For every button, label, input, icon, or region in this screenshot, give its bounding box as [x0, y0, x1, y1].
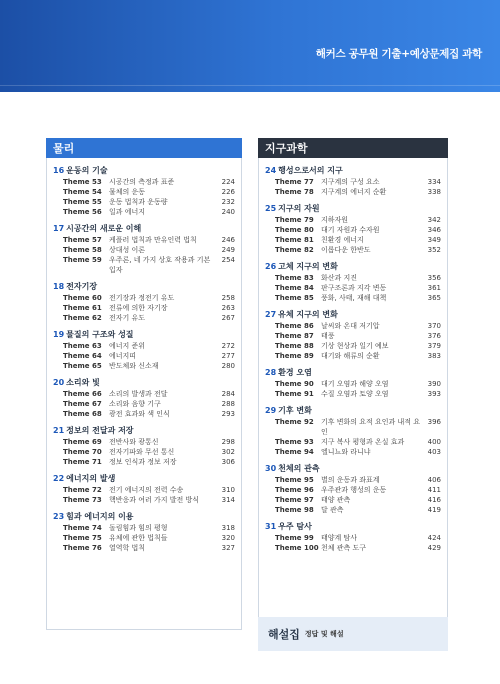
theme-title: 물체의 운동	[109, 188, 146, 196]
theme-row	[53, 543, 235, 553]
theme-title: 풍화, 사태, 재해 대책	[321, 294, 387, 302]
theme-row	[53, 177, 235, 187]
theme-code: Theme 96	[275, 486, 314, 494]
chapter-name: 유체 지구의 변화	[278, 310, 338, 319]
theme-row	[53, 437, 235, 447]
chapter-name: 에너지의 발생	[66, 474, 116, 483]
chapter	[53, 329, 235, 371]
theme-page: 365	[427, 294, 441, 302]
chapter	[265, 165, 441, 197]
theme-page: 258	[221, 294, 235, 302]
chapter-name: 정보의 전달과 저장	[66, 426, 134, 435]
theme-code: Theme 89	[275, 352, 314, 360]
theme-row	[265, 389, 441, 399]
theme-page: 390	[427, 380, 441, 388]
theme-page: 376	[427, 332, 441, 340]
theme-row	[265, 437, 441, 447]
theme-row	[265, 485, 441, 495]
theme-page: 246	[221, 236, 235, 244]
chapter-name: 물질의 구조와 성질	[66, 330, 134, 339]
theme-page: 403	[427, 448, 441, 456]
chapter-title	[265, 261, 441, 273]
theme-code: Theme 69	[63, 438, 102, 446]
theme-title: 핵반응과 여러 가지 발전 방식	[109, 496, 200, 504]
theme-code: Theme 62	[63, 314, 102, 322]
theme-page: 338	[427, 188, 441, 196]
theme-page: 263	[221, 304, 235, 312]
theme-page: 327	[221, 544, 235, 552]
theme-title: 정보 인식과 정보 저장	[109, 458, 177, 466]
theme-row	[265, 187, 441, 197]
chapter-number: 16	[53, 166, 65, 175]
chapter-number: 24	[265, 166, 277, 175]
chapter-title	[265, 463, 441, 475]
theme-code: Theme 57	[63, 236, 102, 244]
theme-code: Theme 95	[275, 476, 314, 484]
chapter-name: 행성으로서의 지구	[278, 166, 343, 175]
theme-code: Theme 56	[63, 208, 102, 216]
theme-page: 346	[427, 226, 441, 234]
chapter-number: 28	[265, 368, 277, 377]
chapter	[53, 281, 235, 323]
theme-page: 280	[221, 362, 235, 370]
chapter-number: 20	[53, 378, 65, 387]
theme-title: 유체에 관한 법칙들	[109, 534, 168, 542]
chapter-name: 시공간의 새로운 이해	[66, 224, 142, 233]
theme-code: Theme 71	[63, 458, 102, 466]
theme-row	[53, 457, 235, 467]
theme-title: 별의 운동과 좌표계	[321, 476, 380, 484]
chapter-name: 소리와 빛	[66, 378, 100, 387]
theme-title: 소리의 발생과 전달	[109, 390, 168, 398]
chapter-name: 환경 오염	[278, 368, 312, 377]
theme-row	[265, 379, 441, 389]
theme-page: 314	[221, 496, 235, 504]
chapter-number: 27	[265, 310, 277, 319]
theme-page: 293	[221, 410, 235, 418]
chapter-name: 천체의 관측	[278, 464, 320, 473]
theme-row	[53, 197, 235, 207]
theme-code: Theme 92	[275, 418, 314, 426]
theme-code: Theme 90	[275, 380, 314, 388]
theme-title: 화산과 지진	[321, 274, 358, 282]
top-banner	[0, 0, 500, 92]
answer-section-card	[258, 617, 448, 651]
theme-title: 상대성 이론	[109, 246, 146, 254]
chapter-title	[53, 425, 235, 437]
chapter-title	[53, 281, 235, 293]
theme-row	[265, 475, 441, 485]
theme-row	[265, 293, 441, 303]
theme-code: Theme 73	[63, 496, 102, 504]
theme-code: Theme 94	[275, 448, 314, 456]
theme-row	[53, 399, 235, 409]
physics-header: 물리	[46, 138, 242, 158]
theme-code: Theme 99	[275, 534, 314, 542]
theme-title: 열역학 법칙	[109, 544, 146, 552]
theme-row	[53, 235, 235, 245]
theme-code: Theme 54	[63, 188, 102, 196]
theme-title: 전기 에너지의 전력 수송	[109, 486, 184, 494]
theme-page: 334	[427, 178, 441, 186]
chapter-number: 19	[53, 330, 65, 339]
theme-title: 대기와 해류의 순환	[321, 352, 380, 360]
theme-code: Theme 93	[275, 438, 314, 446]
theme-title: 전자기 유도	[109, 314, 146, 322]
theme-page: 267	[221, 314, 235, 322]
theme-code: Theme 91	[275, 390, 314, 398]
theme-row	[53, 207, 235, 217]
theme-title: 대기 자원과 수자원	[321, 226, 380, 234]
chapter-name: 지구의 자원	[278, 204, 320, 213]
theme-code: Theme 63	[63, 342, 102, 350]
theme-row	[53, 351, 235, 361]
chapter	[53, 377, 235, 419]
chapter-title	[265, 521, 441, 533]
theme-row	[53, 313, 235, 323]
theme-title: 전반사와 광통신	[109, 438, 159, 446]
theme-page: 393	[427, 390, 441, 398]
theme-row	[53, 341, 235, 351]
theme-code: Theme 53	[63, 178, 102, 186]
earth-science-toc	[258, 158, 448, 630]
theme-title: 소리와 음향 기구	[109, 400, 161, 408]
theme-row	[265, 273, 441, 283]
theme-code: Theme 67	[63, 400, 102, 408]
theme-page: 318	[221, 524, 235, 532]
theme-title: 우주론, 네 가지 상호 작용과 기본 입자	[109, 256, 211, 274]
chapter	[265, 463, 441, 515]
chapter	[53, 473, 235, 505]
theme-row	[265, 447, 441, 457]
theme-row	[265, 283, 441, 293]
theme-page: 288	[221, 400, 235, 408]
theme-title: 광전 효과와 색 인식	[109, 410, 170, 418]
chapter-number: 21	[53, 426, 65, 435]
theme-title: 친환경 에너지	[321, 236, 364, 244]
theme-page: 349	[427, 236, 441, 244]
theme-row	[53, 255, 235, 275]
theme-page: 232	[221, 198, 235, 206]
chapter-title	[53, 165, 235, 177]
physics-column	[46, 138, 242, 630]
theme-row	[265, 177, 441, 187]
theme-code: Theme 72	[63, 486, 102, 494]
theme-page: 277	[221, 352, 235, 360]
chapter-name: 고체 지구의 변화	[278, 262, 338, 271]
theme-code: Theme 85	[275, 294, 314, 302]
theme-title: 돌림힘과 힘의 평형	[109, 524, 168, 532]
theme-row	[265, 495, 441, 505]
theme-title: 케플러 법칙과 만유인력 법칙	[109, 236, 197, 244]
theme-page: 400	[427, 438, 441, 446]
theme-row	[265, 331, 441, 341]
theme-row	[265, 245, 441, 255]
theme-title: 운동 법칙과 운동량	[109, 198, 168, 206]
theme-row	[53, 293, 235, 303]
theme-title: 시공간의 측정과 표준	[109, 178, 175, 186]
theme-page: 240	[221, 208, 235, 216]
chapter-name: 운동의 기술	[66, 166, 108, 175]
chapter-title	[265, 309, 441, 321]
chapter-title	[53, 223, 235, 235]
theme-page: 284	[221, 390, 235, 398]
theme-row	[53, 523, 235, 533]
theme-page: 406	[427, 476, 441, 484]
theme-row	[265, 351, 441, 361]
theme-page: 396	[427, 418, 441, 426]
theme-page: 416	[427, 496, 441, 504]
theme-page: 342	[427, 216, 441, 224]
theme-row	[265, 215, 441, 225]
theme-title: 지구계의 에너지 순환	[321, 188, 387, 196]
chapter	[265, 367, 441, 399]
theme-code: Theme 64	[63, 352, 102, 360]
chapter	[53, 223, 235, 275]
theme-title: 천체 관측 도구	[321, 544, 367, 552]
chapter	[265, 405, 441, 457]
chapter-title	[53, 377, 235, 389]
chapter-number: 23	[53, 512, 65, 521]
theme-code: Theme 81	[275, 236, 314, 244]
chapter-number: 31	[265, 522, 277, 531]
theme-code: Theme 76	[63, 544, 102, 552]
theme-row	[53, 485, 235, 495]
chapter-title	[53, 511, 235, 523]
theme-title: 기후 변화의 요적 요인과 내적 요인	[321, 418, 421, 436]
theme-title: 태풍	[321, 332, 335, 340]
theme-code: Theme 100	[275, 544, 319, 552]
theme-title: 지구계의 구성 요소	[321, 178, 380, 186]
theme-page: 226	[221, 188, 235, 196]
theme-row	[53, 495, 235, 505]
theme-page: 272	[221, 342, 235, 350]
theme-page: 310	[221, 486, 235, 494]
theme-title: 지하자원	[321, 216, 349, 224]
theme-row	[53, 187, 235, 197]
theme-row	[265, 225, 441, 235]
theme-code: Theme 58	[63, 246, 102, 254]
theme-title: 판구조론과 지각 변동	[321, 284, 387, 292]
chapter-name: 힘과 에너지의 이용	[66, 512, 134, 521]
chapter-number: 22	[53, 474, 65, 483]
physics-toc	[46, 158, 242, 630]
theme-title: 기상 현상과 일기 예보	[321, 342, 389, 350]
theme-title: 전자기파와 무선 통신	[109, 448, 175, 456]
chapter-title	[265, 165, 441, 177]
theme-row	[53, 303, 235, 313]
theme-title: 에너지띠	[109, 352, 137, 360]
theme-code: Theme 61	[63, 304, 102, 312]
theme-code: Theme 77	[275, 178, 314, 186]
theme-code: Theme 84	[275, 284, 314, 292]
theme-row	[53, 361, 235, 371]
theme-code: Theme 98	[275, 506, 314, 514]
theme-code: Theme 97	[275, 496, 314, 504]
theme-page: 254	[221, 256, 235, 264]
chapter-title	[265, 405, 441, 417]
theme-code: Theme 70	[63, 448, 102, 456]
chapter	[265, 309, 441, 361]
theme-row	[265, 543, 441, 553]
theme-row	[53, 533, 235, 543]
theme-page: 224	[221, 178, 235, 186]
theme-title: 달 관측	[321, 506, 344, 514]
theme-page: 424	[427, 534, 441, 542]
banner-divider	[0, 85, 500, 86]
theme-title: 날씨와 온대 저기압	[321, 322, 380, 330]
theme-code: Theme 68	[63, 410, 102, 418]
theme-code: Theme 80	[275, 226, 314, 234]
theme-page: 352	[427, 246, 441, 254]
theme-title: 수질 오염과 토양 오염	[321, 390, 389, 398]
theme-code: Theme 78	[275, 188, 314, 196]
theme-page: 356	[427, 274, 441, 282]
earth-science-header: 지구과학	[258, 138, 448, 158]
theme-row	[53, 245, 235, 255]
theme-code: Theme 82	[275, 246, 314, 254]
chapter-number: 26	[265, 262, 277, 271]
theme-title: 반도체와 신소재	[109, 362, 159, 370]
theme-title: 일과 에너지	[109, 208, 146, 216]
theme-code: Theme 79	[275, 216, 314, 224]
theme-title: 태양 관측	[321, 496, 351, 504]
theme-row	[265, 533, 441, 543]
chapter-number: 18	[53, 282, 65, 291]
chapter-name: 기후 변화	[278, 406, 312, 415]
theme-row	[265, 417, 441, 437]
theme-row	[53, 447, 235, 457]
theme-page: 419	[427, 506, 441, 514]
chapter	[265, 261, 441, 303]
theme-title: 우주관과 행성의 운동	[321, 486, 387, 494]
theme-title: 지구 복사 평형과 온실 효과	[321, 438, 405, 446]
chapter	[53, 425, 235, 467]
chapter-title	[265, 367, 441, 379]
theme-code: Theme 86	[275, 322, 314, 330]
theme-code: Theme 59	[63, 256, 102, 264]
chapter	[265, 521, 441, 553]
theme-title: 태양계 탐사	[321, 534, 358, 542]
theme-row	[265, 235, 441, 245]
chapter	[265, 203, 441, 255]
theme-page: 249	[221, 246, 235, 254]
theme-row	[265, 341, 441, 351]
chapter-title	[53, 473, 235, 485]
chapter	[53, 511, 235, 553]
theme-page: 298	[221, 438, 235, 446]
answer-section-title: 해설집	[268, 628, 300, 641]
theme-page: 429	[427, 544, 441, 552]
theme-code: Theme 74	[63, 524, 102, 532]
theme-code: Theme 65	[63, 362, 102, 370]
theme-row	[53, 409, 235, 419]
theme-page: 361	[427, 284, 441, 292]
theme-page: 306	[221, 458, 235, 466]
chapter-number: 25	[265, 204, 277, 213]
theme-code: Theme 83	[275, 274, 314, 282]
earth-science-column	[258, 138, 448, 630]
theme-page: 302	[221, 448, 235, 456]
chapter-title	[53, 329, 235, 341]
theme-title: 이롭다운 한반도	[321, 246, 371, 254]
chapter	[53, 165, 235, 217]
theme-row	[265, 321, 441, 331]
theme-code: Theme 88	[275, 342, 314, 350]
chapter-number: 30	[265, 464, 277, 473]
theme-code: Theme 55	[63, 198, 102, 206]
chapter-number: 29	[265, 406, 277, 415]
theme-page: 383	[427, 352, 441, 360]
chapter-title	[265, 203, 441, 215]
theme-code: Theme 66	[63, 390, 102, 398]
theme-page: 370	[427, 322, 441, 330]
theme-page: 379	[427, 342, 441, 350]
chapter-name: 전자기장	[66, 282, 98, 291]
book-title: 해커스 공무원 기출+예상문제집 과학	[315, 48, 482, 60]
theme-title: 엘니뇨와 라니냐	[321, 448, 371, 456]
theme-page: 320	[221, 534, 235, 542]
answer-section-subtitle: 정답 및 해설	[304, 630, 344, 638]
theme-title: 대기 오염과 해양 오염	[321, 380, 389, 388]
theme-code: Theme 87	[275, 332, 314, 340]
theme-title: 전기장과 정전기 유도	[109, 294, 175, 302]
theme-page: 411	[427, 486, 441, 494]
theme-row	[53, 389, 235, 399]
chapter-name: 우주 탐사	[278, 522, 312, 531]
theme-title: 전류에 의한 자기장	[109, 304, 168, 312]
theme-row	[265, 505, 441, 515]
chapter-number: 17	[53, 224, 65, 233]
theme-code: Theme 75	[63, 534, 102, 542]
theme-code: Theme 60	[63, 294, 102, 302]
theme-title: 에너지 준위	[109, 342, 146, 350]
